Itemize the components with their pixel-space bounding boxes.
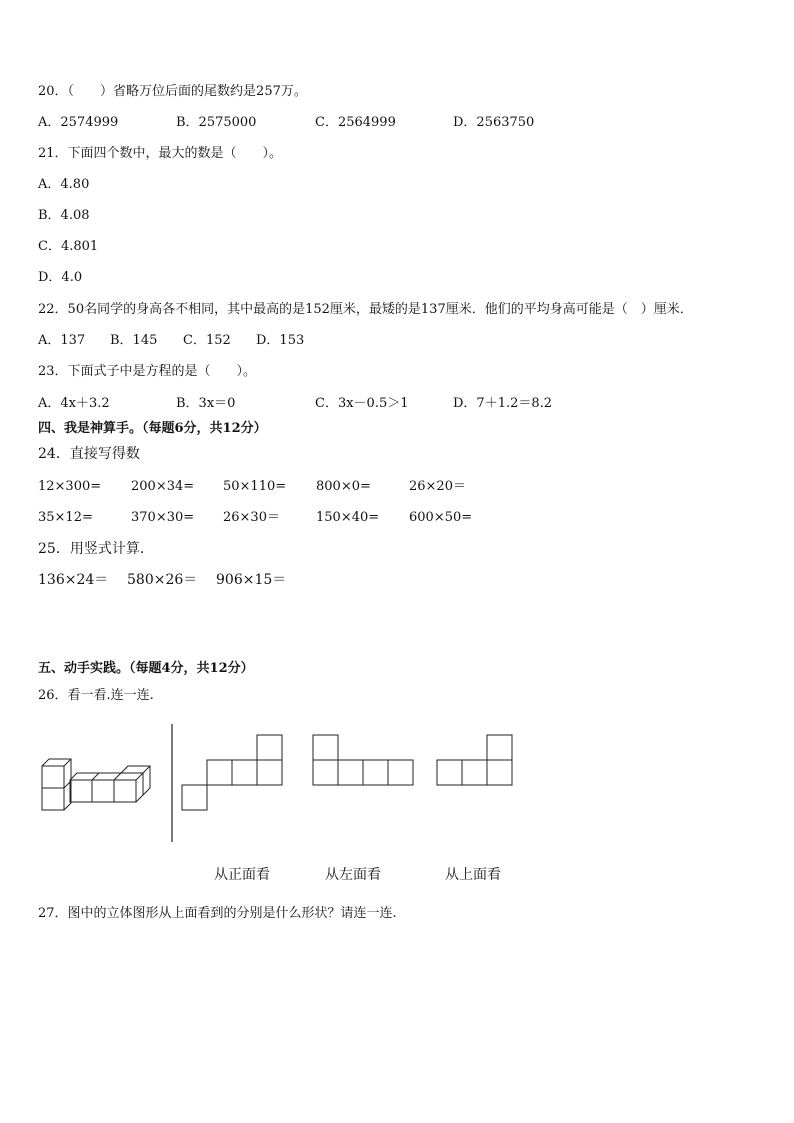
q24-item: 200×34=	[131, 479, 195, 494]
q22-option-b: B．145	[110, 333, 158, 348]
q24-item: 35×12=	[38, 510, 93, 525]
q24-item: 26×20＝	[409, 479, 466, 494]
q22-stem: 22．50名同学的身高各不相同，其中最高的是152厘米，最矮的是137厘米．他们的平均身高可能是（ ）厘米．	[38, 302, 693, 317]
q23-option-c: C．3x－0.5＞1	[315, 396, 409, 411]
q24-item: 800×0=	[316, 479, 371, 494]
q20-option-b: B．2575000	[176, 115, 257, 130]
q24-item: 12×300=	[38, 479, 102, 494]
q20-option-d: D．2563750	[453, 115, 535, 130]
q21-option-d: D．4.0	[38, 270, 83, 285]
q21-option-a: A．4.80	[38, 177, 90, 192]
q25-item: 580×26＝	[127, 572, 198, 588]
q24-item: 26×30＝	[223, 510, 280, 525]
q23-option-b: B．3x＝0	[176, 396, 236, 411]
section-5-heading: 五、动手实践。（每题4分，共12分）	[38, 661, 254, 676]
q23-stem: 23．下面式子中是方程的是（ ）。	[38, 364, 257, 379]
q20-option-a: A．2574999	[38, 115, 119, 130]
view-label-left: 从左面看	[325, 867, 381, 883]
view-label-top: 从上面看	[445, 867, 501, 883]
q24-item: 50×110=	[223, 479, 287, 494]
q22-option-d: D．153	[256, 333, 305, 348]
q23-option-a: A．4x＋3.2	[38, 396, 110, 411]
view-shape-2	[313, 735, 413, 785]
q20-option-c: C．2564999	[315, 115, 396, 130]
q21-stem: 21．下面四个数中，最大的数是（ ）。	[38, 146, 283, 161]
q24-item: 150×40=	[316, 510, 380, 525]
q24-item: 370×30=	[131, 510, 195, 525]
q23-option-d: D．7＋1.2＝8.2	[453, 396, 553, 411]
q21-option-b: B．4.08	[38, 208, 90, 223]
cube-solid-figure	[42, 759, 150, 810]
q27-stem: 27．图中的立体图形从上面看到的分别是什么形状？请连一连.	[38, 906, 397, 921]
q21-option-c: C．4.801	[38, 239, 99, 254]
view-label-front: 从正面看	[214, 867, 270, 883]
q20-stem: 20．（ ）省略万位后面的尾数约是257万。	[38, 84, 307, 99]
view-shape-1	[182, 735, 282, 810]
q25-item: 136×24＝	[38, 572, 109, 588]
section-4-heading: 四、我是神算手。（每题6分，共12分）	[38, 421, 267, 436]
q22-option-c: C．152	[183, 333, 231, 348]
q25-item: 906×15＝	[216, 572, 287, 588]
view-shape-3	[437, 735, 512, 785]
q24-item: 600×50=	[409, 510, 473, 525]
q26-stem: 26．看一看.连一连.	[38, 688, 154, 703]
q25-stem: 25．用竖式计算.	[38, 541, 145, 557]
q24-stem: 24．直接写得数	[38, 446, 140, 462]
q22-option-a: A．137	[38, 333, 86, 348]
